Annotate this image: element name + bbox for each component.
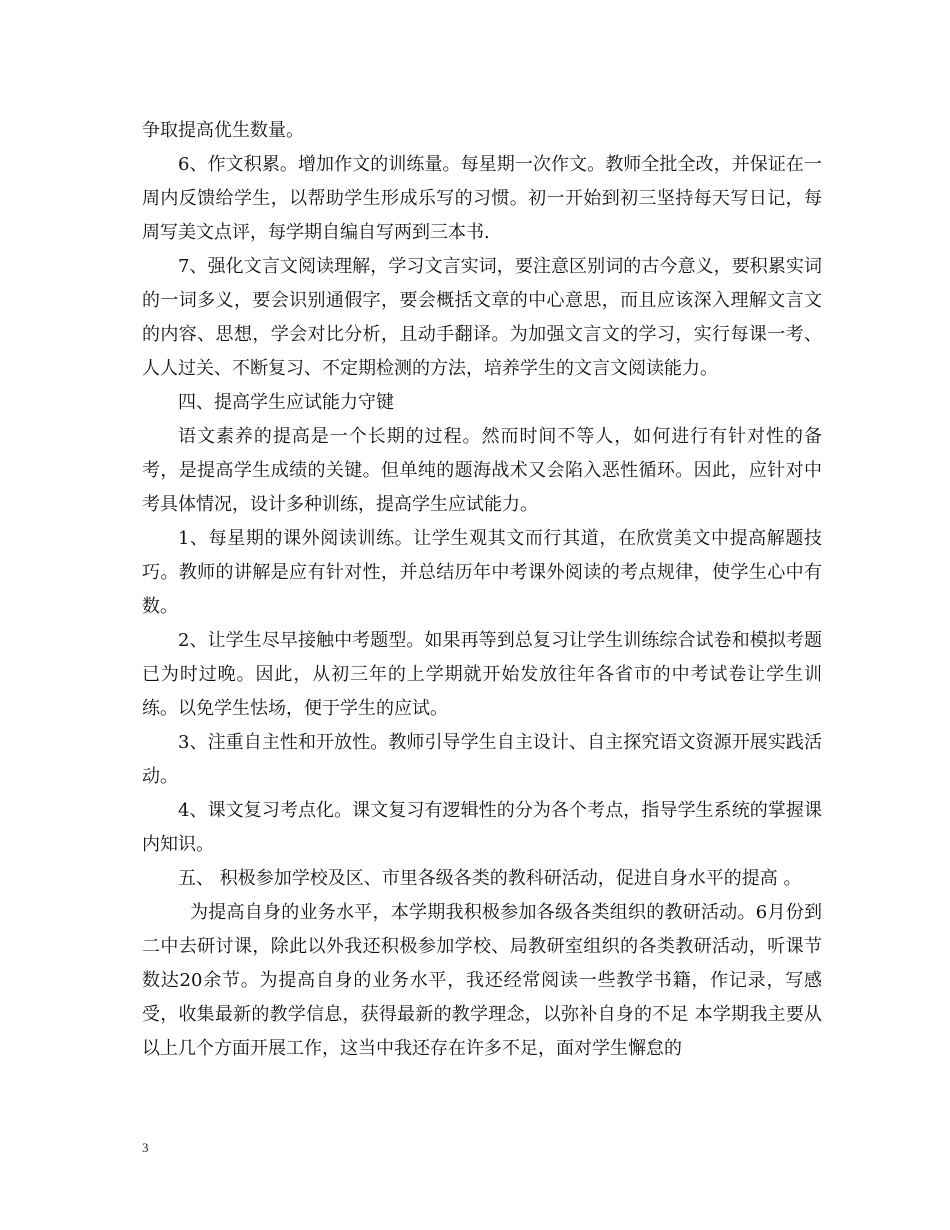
section-heading-5: 五、 积极参加学校及区、市里各级各类的教科研活动，促进自身水平的提高 。 (178, 868, 802, 889)
paragraph-item-3: 3、注重自主性和开放性。教师引导学生自主设计、自主探究语文资源开展实践活动。 (142, 732, 822, 787)
paragraph-continuation: 争取提高优生数量。 (142, 120, 304, 141)
page-number: 3 (142, 1140, 149, 1155)
paragraph-item-7: 7、强化文言文阅读理解，学习文言实词，要注意区别词的古今意义，要积累实词的一词多义，要会识别通假字，要会概括文章的中心意思，而且应该深入理解文言文的内容、思想，学会对比分析，且动手翻译。为加强文言文的学习，实行每课一考、人人过关、不断复习、不定期检测的方法，培养学生的文言文阅读能力。 (142, 256, 822, 379)
paragraph-section-5-body: 为提高自身的业务水平，本学期我积极参加各级各类组织的教研活动。6月份到二中去研讨课，除此以外我还积极参加学校、局教研室组织的各类教研活动，听课节数达20余节。为提高自身的业务水平，我还经常阅读一些教学书籍，作记录，写感受，收集最新的教学信息，获得最新的教学理念，以弥补自身的不足 本学期我主要从以上几个方面开展工作，这当中我还存在许多不足，面对学生懈怠的 (142, 902, 822, 1059)
paragraph-item-4: 4、课文复习考点化。课文复习有逻辑性的分为各个考点，指导学生系统的掌握课内知识。 (142, 800, 822, 855)
paragraph-item-1: 1、每星期的课外阅读训练。让学生观其文而行其道，在欣赏美文中提高解题技巧。教师的讲解是应有针对性，并总结历年中考课外阅读的考点规律，使学生心中有数。 (142, 528, 822, 617)
document-body (142, 114, 822, 1066)
section-heading-4: 四、提高学生应试能力守键 (178, 392, 394, 413)
paragraph-section-4-intro: 语文素养的提高是一个长期的过程。然而时间不等人，如何进行有针对性的备考，是提高学生成绩的关键。但单纯的题海战术又会陷入恶性循环。因此，应针对中考具体情况，设计多种训练，提高学生应试能力。 (142, 426, 822, 515)
paragraph-item-2: 2、让学生尽早接触中考题型。如果再等到总复习让学生训练综合试卷和模拟考题已为时过晚。因此，从初三年的上学期就开始发放往年各省市的中考试卷让学生训练。以免学生怯场，便于学生的应试。 (142, 630, 822, 719)
paragraph-item-6: 6、作文积累。增加作文的训练量。每星期一次作文。教师全批全改，并保证在一周内反馈给学生，以帮助学生形成乐写的习惯。初一开始到初三坚持每天写日记，每周写美文点评，每学期自编自写两到三本书. (142, 154, 822, 243)
